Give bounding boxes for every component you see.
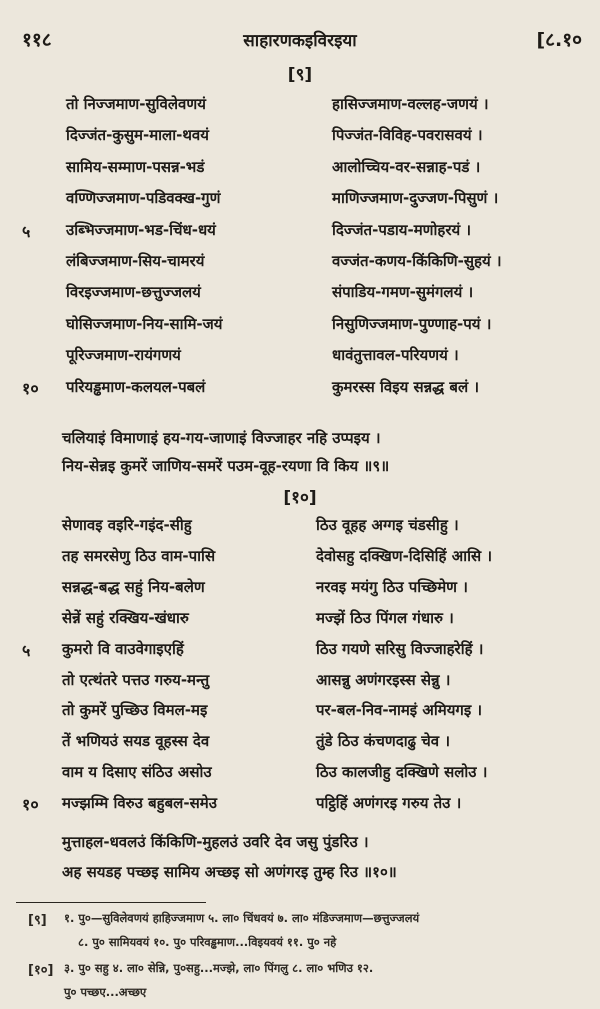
verse-first-half: वण्णिज्जमाण-पडिवक्ख-गुणं	[66, 189, 221, 208]
page-number: ११८	[22, 29, 52, 51]
verse-line	[0, 312, 600, 342]
verse-line	[0, 513, 600, 543]
verse-second-half: आलोच्चिय-वर-सन्नाह-पडं ।	[332, 157, 481, 176]
section-number-10: [१०]	[283, 488, 317, 508]
running-title: साहारणकइविरइया	[243, 31, 357, 51]
footnote-continuation	[0, 934, 600, 956]
verse-second-half: पट्ठिहिं अणंगरइ गरुय तेउ ।	[316, 794, 462, 813]
ghatta-line: निय-सेन्नइ कुमरें जाणिय-समरें पउम-वूह-रयणा वि किय ॥९॥	[62, 457, 390, 475]
verse-line	[0, 760, 600, 790]
verse-line	[0, 218, 600, 248]
footnote-label: [९]	[28, 913, 47, 928]
verse-second-half: कुमरस्स विइय सन्नद्ध बलं ।	[332, 377, 480, 396]
footnote-text: ३. पु० सहु ४. ला० सेन्नि, पु०सहु...मज्झे, ला० पिंगलु ८. ला० भणिउ १२.	[64, 961, 374, 975]
section-reference: [८.१०	[536, 29, 582, 51]
verse-second-half: धावंतुत्तावल-परियणयं ।	[332, 346, 459, 365]
verse-first-half: दिज्जंत-कुसुम-माला-थवयं	[66, 126, 209, 145]
verse-second-half: दिज्जंत-पडाय-मणोहरयं ।	[332, 220, 472, 239]
verse-line	[0, 249, 600, 279]
verse-second-half: वज्जंत-कणय-किंकिणि-सुहयं ।	[332, 252, 502, 270]
verse-line	[0, 698, 600, 728]
verse-second-half: ठिउ कालजीहु दक्खिणे सलोउ ।	[316, 763, 488, 782]
verse-first-half: उब्भिज्जमाण-भड-चिंध-धयं	[66, 220, 216, 239]
line-number: ५	[22, 221, 31, 241]
footnote-text: १. पु०—सुविलेवणयं हाहिज्जमाण ५. ला० चिंधवयं ७. ला० मंडिज्जमाण—छत्तुज्जलयं	[64, 911, 420, 925]
verse-first-half: कुमरो वि वाउवेगाइएहिं	[62, 639, 184, 658]
verse-second-half: आसन्नु अणंगरइस्स सेन्नु ।	[316, 670, 451, 689]
footnote-continuation	[0, 984, 600, 1006]
verse-line	[0, 280, 600, 310]
verse-second-half: तुंडे ठिउ कंचणदाढु चेव ।	[316, 732, 451, 751]
verse-first-half: मज्झम्मि विरुउ बहुबल-समेउ	[62, 794, 217, 813]
verse-line	[0, 729, 600, 759]
verse-first-half: तो कुमरें पुच्छिउ विमल-मइ	[62, 701, 208, 720]
verse-line	[0, 668, 600, 698]
footnote	[0, 960, 600, 982]
verse-line	[0, 123, 600, 153]
ghatta-line: मुत्ताहल-धवलउं किंकिणि-मुहलउं उवरि देव जसु पुंडरिउ ।	[62, 833, 369, 851]
verse-first-half: घोसिज्जमाण-निय-सामि-जयं	[66, 314, 223, 333]
verse-second-half: संपाडिय-गमण-सुमंगलयं ।	[332, 283, 474, 302]
verse-second-half: माणिज्जमाण-दुज्जण-पिसुणं ।	[332, 189, 499, 208]
verse-line	[0, 92, 600, 122]
footnote-label: [१०]	[28, 963, 54, 978]
verse-first-half: वाम य दिसाए संठिउ असोउ	[62, 763, 212, 782]
verse-first-half: लंबिज्जमाण-सिय-चामरयं	[66, 252, 205, 270]
verse-second-half: नरवइ मयंगु ठिउ पच्छिमेण ।	[316, 577, 468, 596]
verse-first-half: सेन्नें सहुं रक्खिय-खंधारु	[62, 608, 189, 627]
verse-line	[0, 606, 600, 636]
line-number: ५	[22, 640, 31, 660]
page-header	[0, 26, 600, 54]
verse-line	[0, 637, 600, 667]
verse-first-half: विरइज्जमाण-छत्तुज्जलयं	[66, 283, 201, 302]
verse-line	[0, 375, 600, 405]
footnote-text: ८. पु० सामियवयं १०. पु० परिवड्ढमाण...विइयवयं ११. पु० नहे	[78, 935, 337, 949]
verse-line	[0, 186, 600, 216]
verse-second-half: मज्झें ठिउ पिंगल गंधारु ।	[316, 608, 454, 627]
verse-line	[0, 544, 600, 574]
verse-second-half: हासिज्जमाण-वल्लह-जणयं ।	[332, 95, 489, 113]
ghatta-line: अह सयडह पच्छइ सामिय अच्छइ सो अणंगरइ तुम्ह रिउ ॥१०॥	[62, 863, 397, 881]
ghatta-line: चलियाइं विमाणाइं हय-गय-जाणाइं विज्जाहर नहि उप्पइय ।	[62, 429, 381, 447]
verse-line	[0, 343, 600, 373]
verse-second-half: पर-बल-निव-नामइं अमियगइ ।	[316, 701, 483, 720]
verse-first-half: परियड्ढमाण-कलयल-पबलं	[66, 377, 206, 396]
verse-first-half: सेणावइ वइरि-गइंद-सीहु	[62, 516, 192, 534]
verse-second-half: ठिउ वूहह अग्गइ चंडसीहु ।	[316, 516, 459, 534]
footnote-text: पु० पच्छए...अच्छए	[64, 985, 147, 999]
verse-second-half: ठिउ गयणे सरिसु विज्जाहरेहिं ।	[316, 639, 484, 658]
footnote	[0, 910, 600, 932]
line-number: १०	[22, 795, 39, 815]
footnote-rule	[16, 902, 206, 903]
verse-second-half: देवोसहु दक्खिण-दिसिहिं आसि ।	[316, 546, 493, 565]
section-number-9: [९]	[287, 65, 313, 85]
verse-first-half: तो निज्जमाण-सुविलेवणयं	[66, 95, 206, 113]
verse-first-half: तह समरसेणु ठिउ वाम-पासि	[62, 546, 216, 565]
verse-first-half: तो एत्थंतरे पत्तउ गरुय-मन्तु	[62, 670, 210, 689]
verse-second-half: पिज्जंत-विविह-पवरासवयं ।	[332, 126, 483, 145]
line-number: १०	[22, 378, 39, 398]
verse-first-half: तें भणियउं सयड वूहस्स देव	[62, 732, 210, 751]
verse-line	[0, 791, 600, 821]
verse-line	[0, 575, 600, 605]
verse-first-half: सन्नद्ध-बद्ध सहुं निय-बलेण	[62, 577, 205, 596]
verse-first-half: पूरिज्जमाण-रायंगणयं	[66, 346, 181, 365]
verse-second-half: निसुणिज्जमाण-पुण्णाह-पयं ।	[332, 314, 492, 333]
verse-first-half: सामिय-सम्माण-पसन्न-भडं	[66, 157, 205, 176]
verse-line	[0, 155, 600, 185]
